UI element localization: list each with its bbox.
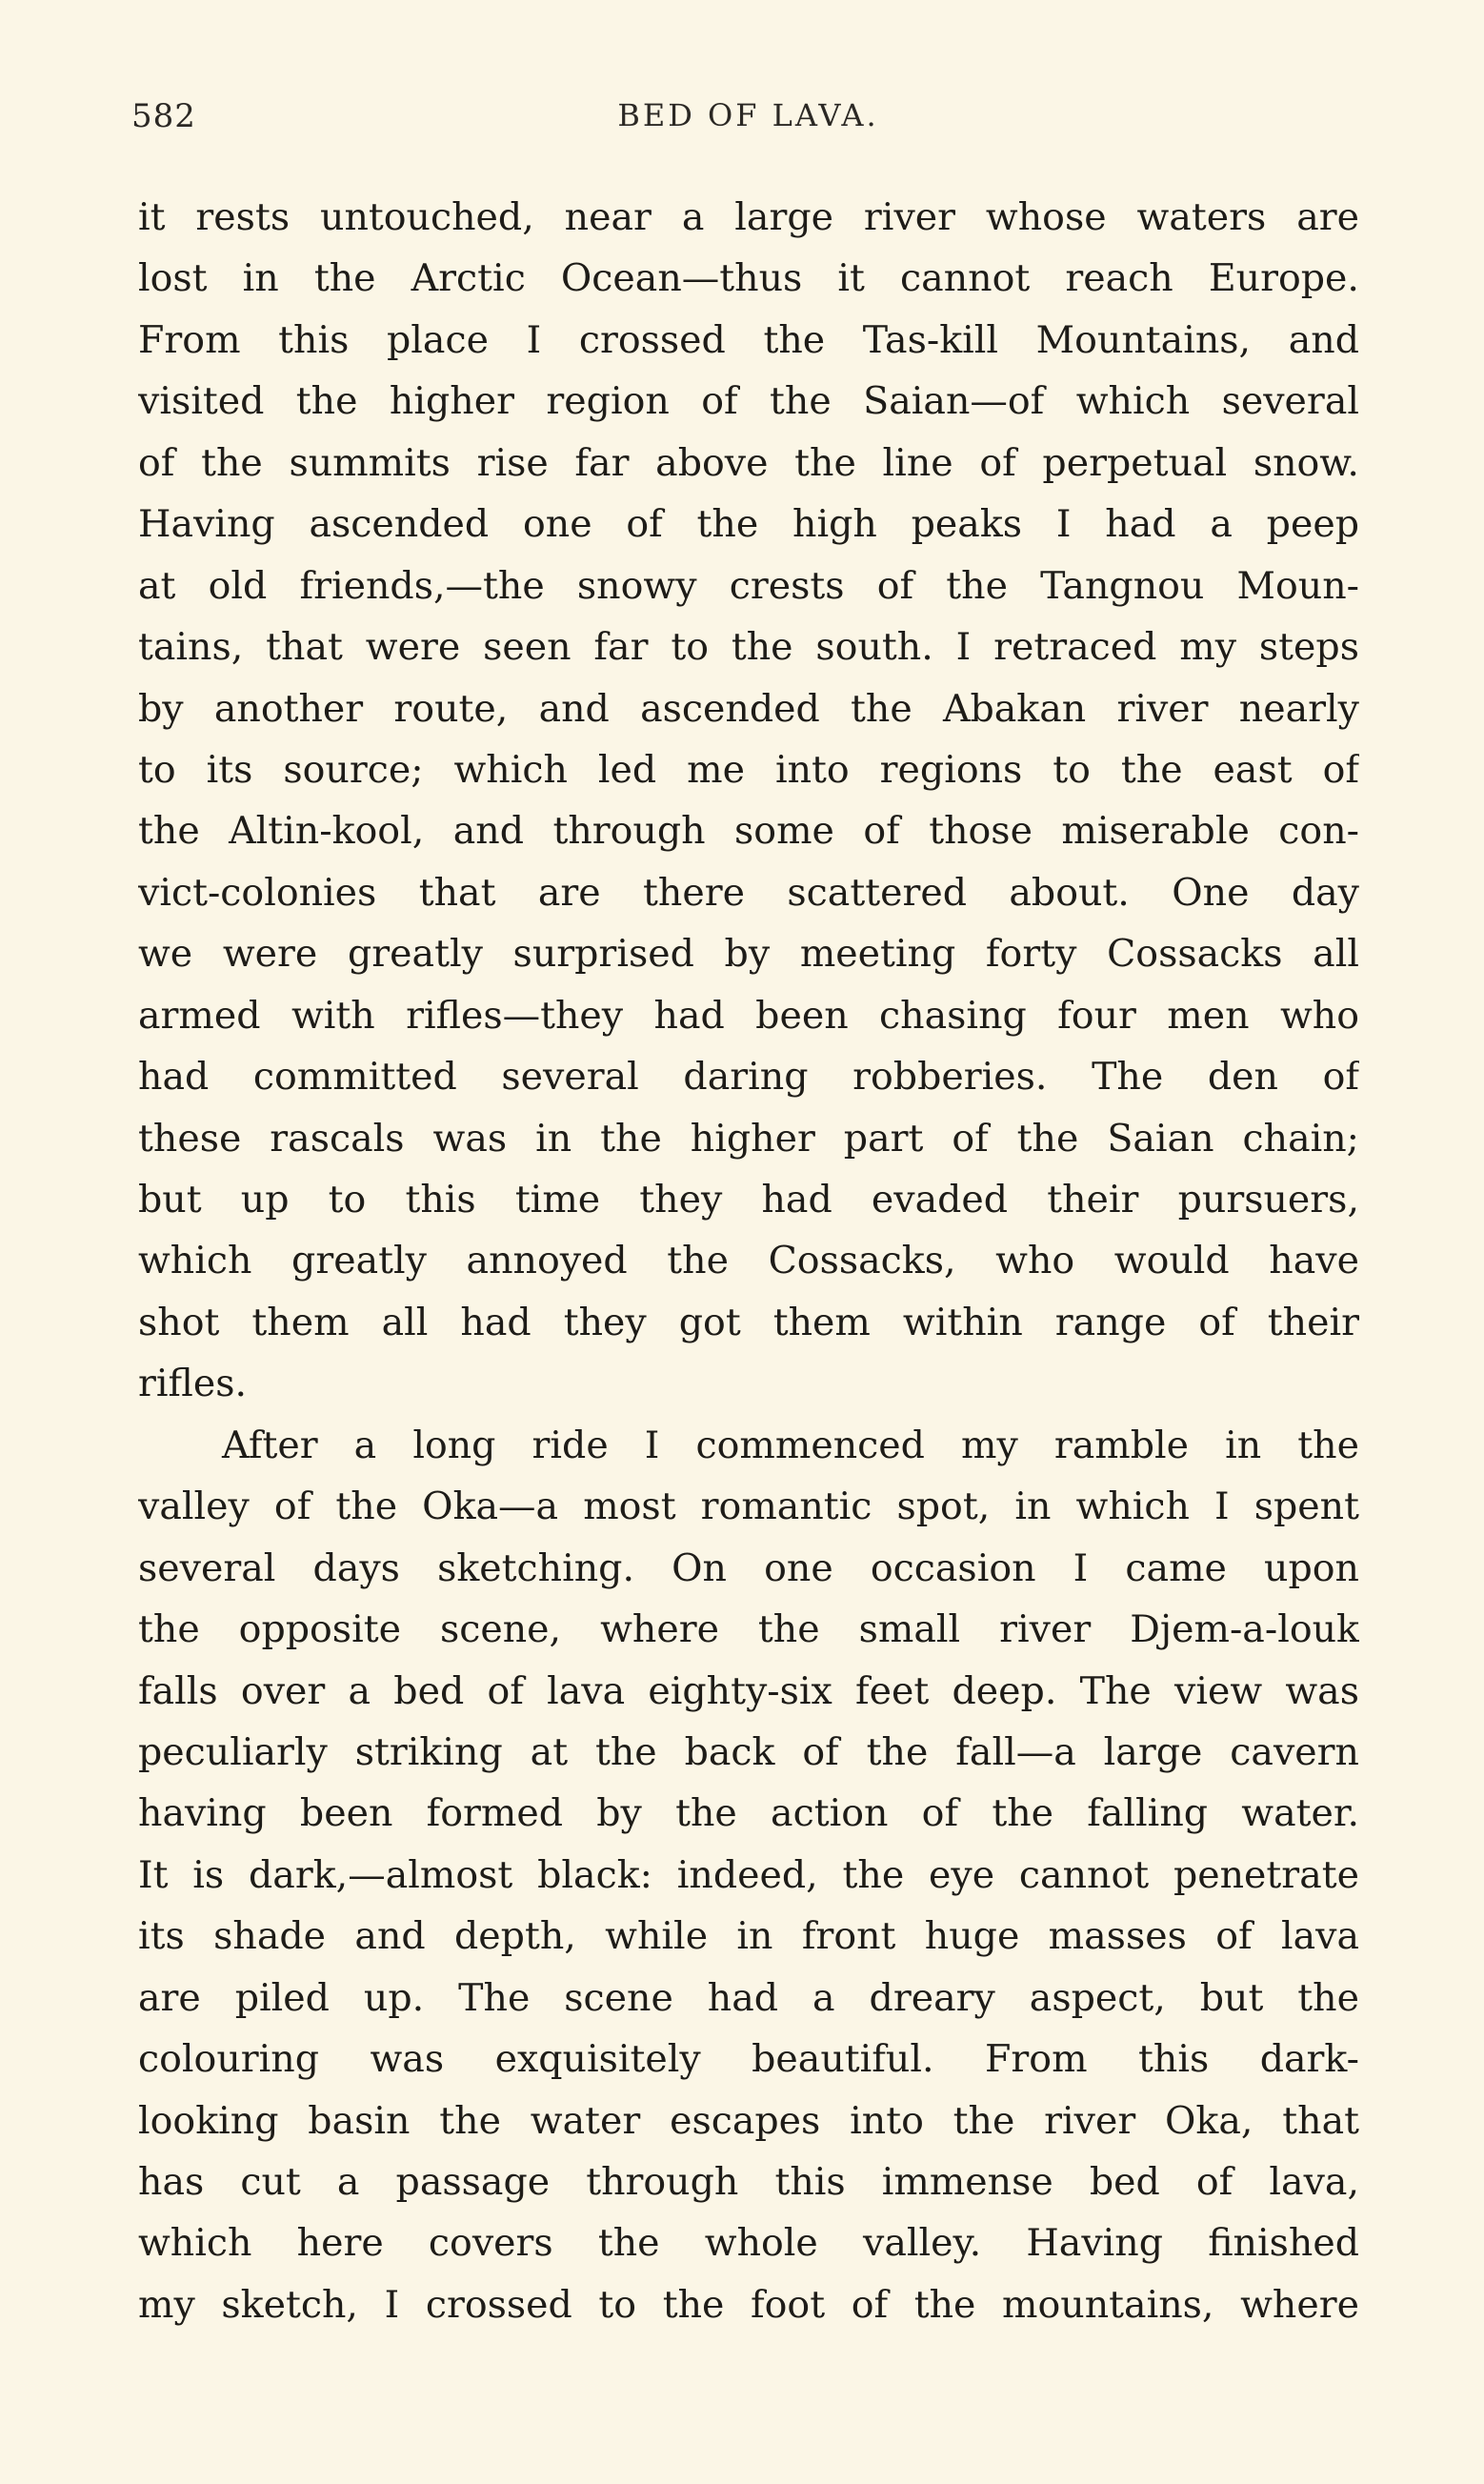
text-line: armed with rifles—they had been chasing four men who bbox=[138, 993, 1359, 1038]
text-line: its shade and depth, while in front huge masses of lava bbox=[138, 1914, 1359, 1959]
text-line: vict-colonies that are there scattered about. One day bbox=[138, 870, 1359, 915]
page-header bbox=[131, 97, 1365, 145]
text-line: are piled up. The scene had a dreary aspect, but the bbox=[138, 1975, 1359, 2020]
text-line: peculiarly striking at the back of the fall—a large cavern bbox=[138, 1729, 1359, 1774]
text-line: but up to this time they had evaded their pursuers, bbox=[138, 1178, 1359, 1222]
text-line: at old friends,—the snowy crests of the Tangnou Moun- bbox=[138, 563, 1359, 608]
text-line: having been formed by the action of the falling water. bbox=[138, 1791, 1359, 1836]
text-line: It is dark,—almost black: indeed, the eye cannot penetrate bbox=[138, 1852, 1359, 1897]
text-line: valley of the Oka—a most romantic spot, in which I spent bbox=[138, 1484, 1359, 1529]
text-line: tains, that were seen far to the south. I retraced my steps bbox=[138, 625, 1359, 670]
text-line: falls over a bed of lava eighty-six feet deep. The view was bbox=[138, 1668, 1359, 1713]
text-line: looking basin the water escapes into the river Oka, that bbox=[138, 2098, 1359, 2143]
page-number: 582 bbox=[131, 97, 196, 135]
text-line: visited the higher region of the Saian—of which several bbox=[138, 379, 1359, 424]
paragraph-end-line: rifles. bbox=[138, 1362, 248, 1406]
text-line: which here covers the whole valley. Having finished bbox=[138, 2221, 1359, 2266]
text-line: to its source; which led me into regions to the east of bbox=[138, 747, 1359, 792]
body-text bbox=[138, 187, 1359, 2335]
paragraph-start-line: After a long ride I commenced my ramble in the bbox=[222, 1423, 1359, 1467]
text-line: the opposite scene, where the small river Djem-a-louk bbox=[138, 1607, 1359, 1652]
text-line: the Altin-kool, and through some of those miserable con- bbox=[138, 809, 1359, 854]
running-title: BED OF LAVA. bbox=[617, 97, 879, 133]
text-line: Having ascended one of the high peaks I had a peep bbox=[138, 502, 1359, 547]
text-line: colouring was exquisitely beautiful. From this dark- bbox=[138, 2037, 1359, 2082]
text-line: it rests untouched, near a large river whose waters are bbox=[138, 195, 1359, 239]
text-line: of the summits rise far above the line of perpetual snow. bbox=[138, 440, 1359, 485]
text-line: lost in the Arctic Ocean—thus it cannot reach Europe. bbox=[138, 256, 1359, 301]
text-line: we were greatly surprised by meeting forty Cossacks all bbox=[138, 932, 1359, 977]
text-line: several days sketching. On one occasion I came upon bbox=[138, 1545, 1359, 1590]
text-line: had committed several daring robberies. The den of bbox=[138, 1055, 1359, 1100]
text-line: From this place I crossed the Tas-kill Mountains, and bbox=[138, 317, 1359, 362]
text-line: which greatly annoyed the Cossacks, who would have bbox=[138, 1239, 1359, 1283]
text-line: by another route, and ascended the Abakan river nearly bbox=[138, 686, 1359, 731]
text-line: shot them all had they got them within range of their bbox=[138, 1300, 1359, 1344]
text-line: my sketch, I crossed to the foot of the mountains, where bbox=[138, 2282, 1359, 2327]
text-line: has cut a passage through this immense bed of lava, bbox=[138, 2160, 1359, 2204]
text-line: these rascals was in the higher part of the Saian chain; bbox=[138, 1116, 1359, 1161]
